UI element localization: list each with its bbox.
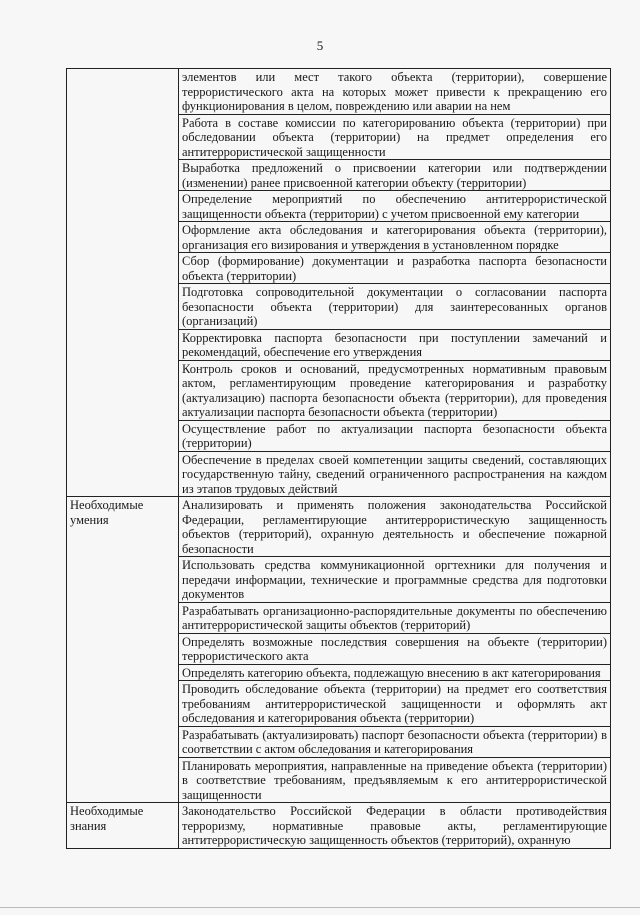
requirement-cell: Обеспечение в пределах своей компетенции защиты сведений, составляющих государственную тайну, сведений ограниченного распространения на каждом из этапов трудовых действий (179, 451, 611, 497)
requirement-cell: элементов или мест такого объекта (территории), совершение террористического акта на которых может привести к прекращению его функционирования в целом, повреждению или аварии на нем (179, 69, 611, 115)
page-bottom-edge (0, 907, 640, 908)
table-row (67, 69, 611, 115)
requirement-cell: Определять возможные последствия совершения на объекте (территории) террористического акта (179, 633, 611, 664)
requirement-cell: Определять категорию объекта, подлежащую внесению в акт категорирования (179, 664, 611, 681)
requirement-cell: Выработка предложений о присвоении категории или подтверждении (изменении) ранее присвоенной категории объекту (территории) (179, 160, 611, 191)
requirement-cell: Работа в составе комиссии по категорированию объекта (территории) при обследовании объекта (территории) на предмет определения его антитеррористической защищенности (179, 114, 611, 160)
requirement-cell: Оформление акта обследования и категорирования объекта (территории), организация его визирования и утверждения в установленном порядке (179, 222, 611, 253)
requirement-cell: Разрабатывать (актуализировать) паспорт безопасности объекта (территории) в соответствии с актом обследования и категорирования (179, 726, 611, 757)
requirement-cell: Использовать средства коммуникационной оргтехники для получения и передачи информации, технические и программные средства для подготовки документов (179, 557, 611, 603)
requirement-cell: Законодательство Российской Федерации в области противодействия терроризму, нормативные правовые акты, регламентирующие антитеррористическую защищенность объектов (территорий), охранную (179, 803, 611, 849)
table-row (67, 497, 611, 557)
table-row (67, 803, 611, 849)
table-body (67, 69, 611, 849)
competency-table (66, 68, 611, 849)
requirement-cell: Разрабатывать организационно-распорядительные документы по обеспечению антитеррористической защиты объектов (территорий) (179, 602, 611, 633)
page-number: 5 (316, 38, 324, 53)
requirement-cell: Корректировка паспорта безопасности при поступлении замечаний и рекомендаций, обеспечение его утверждения (179, 329, 611, 360)
requirement-cell: Анализировать и применять положения законодательства Российской Федерации, регламентирующие антитеррористическую защищенность объектов (территорий), охранную деятельность и обеспечение пожарной безопасности (179, 497, 611, 557)
section-label (67, 69, 179, 497)
requirement-cell: Осуществление работ по актуализации паспорта безопасности объекта (территории) (179, 420, 611, 451)
requirement-cell: Планировать мероприятия, направленные на приведение объекта (территории) в соответствие требованиям, предъявляемым к его антитеррористической защищенности (179, 757, 611, 803)
section-label: Необходимые знания (67, 803, 179, 849)
requirement-cell: Сбор (формирование) документации и разработка паспорта безопасности объекта (территории) (179, 253, 611, 284)
section-label: Необходимые умения (67, 497, 179, 803)
requirement-cell: Контроль сроков и оснований, предусмотренных нормативным правовым актом, регламентирующим проведение категорирования и разработку (актуализацию) паспорта безопасности объекта (территории), для проведения актуализации паспорта безопасности объекта (территории) (179, 360, 611, 420)
requirement-cell: Определение мероприятий по обеспечению антитеррористической защищенности объекта (территории) с учетом присвоенной ему категории (179, 191, 611, 222)
requirement-cell: Проводить обследование объекта (территории) на предмет его соответствия требованиям антитеррористической защищенности и оформлять акт обследования и категорирования объекта (территории) (179, 681, 611, 727)
requirement-cell: Подготовка сопроводительной документации о согласовании паспорта безопасности объекта (территории) для заинтересованных органов (организаций) (179, 284, 611, 330)
